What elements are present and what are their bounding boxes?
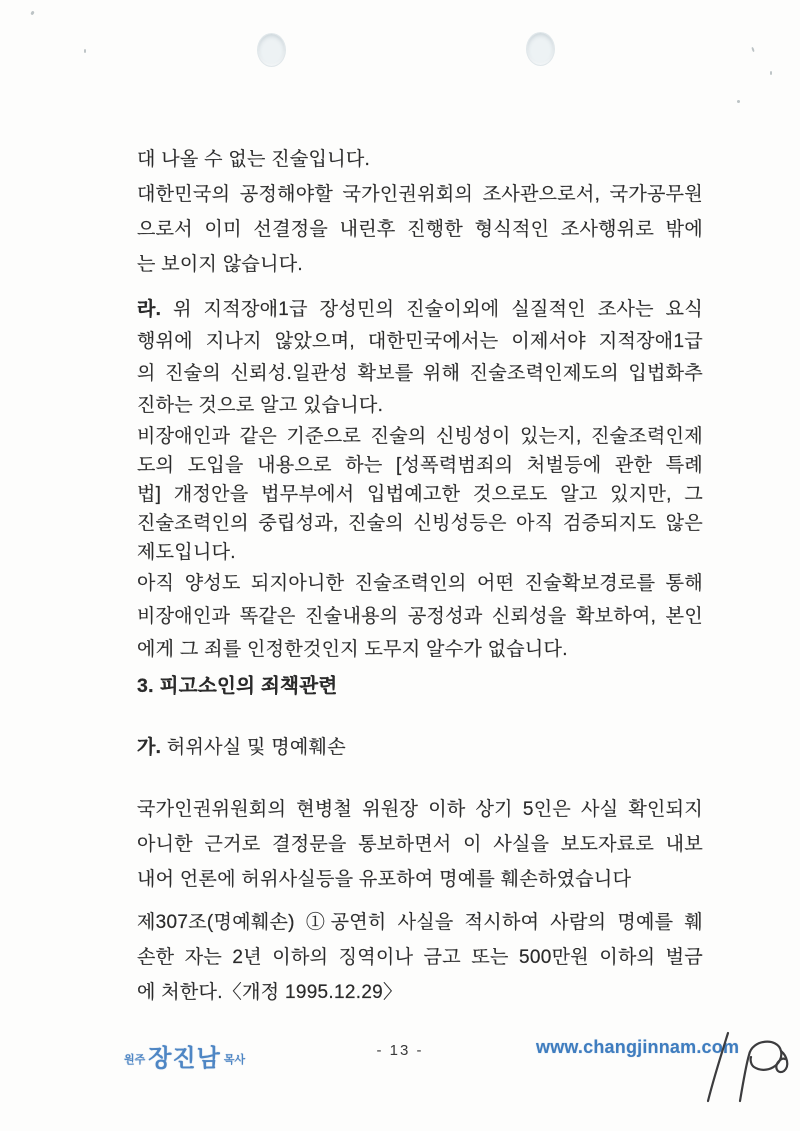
text-line: 대한민국의 공정해야할 국가인권위회의 조사관으로서, 국가공무원 <box>137 184 703 205</box>
text-line: 손한 자는 2년 이하의 징역이나 금고 또는 500만원 이하의 벌금 <box>137 947 703 968</box>
paragraph <box>137 792 703 897</box>
text-line: 으로서 이미 선결정을 내린후 진행한 형식적인 조사행위로 밖에 <box>137 219 703 240</box>
logo-prefix-text: 원주 <box>124 1054 146 1066</box>
scan-speck <box>737 100 740 103</box>
logo-suffix-text: 목사 <box>223 1054 246 1066</box>
page-number: - 13 - <box>376 1042 424 1059</box>
text-line: 진하는 것으로 알고 있습니다. <box>137 395 384 416</box>
punch-hole-icon <box>526 32 555 66</box>
text-line: 법] 개정안을 법무부에서 입법예고한 것으로도 알고 있지만, 그 <box>137 484 703 505</box>
text-line: 제307조(명예훼손) ①공연히 사실을 적시하여 사람의 명예를 훼 <box>137 912 703 933</box>
text-line: 진술조력인의 중립성과, 진술의 신빙성등은 아직 검증되지도 않은 <box>137 513 703 534</box>
footer-website-url: www.changjinnam.com <box>536 1037 740 1057</box>
text-line: 내어 언론에 허위사실등을 유포하여 명예를 훼손하였습니다 <box>137 869 632 890</box>
text-line: 에 처한다.〈개정 1995.12.29〉 <box>137 982 403 1003</box>
list-marker: 라. <box>137 299 162 320</box>
text-line: 는 보이지 않습니다. <box>137 254 303 275</box>
text-line: 아직 양성도 되지아니한 진술조력인의 어떤 진술확보경로를 통해 <box>137 573 703 594</box>
scan-speck <box>770 71 772 75</box>
text-line: 국가인권위원회의 현병철 위원장 이하 상기 5인은 사실 확인되지 <box>137 799 703 820</box>
logo-name-text: 장진남 <box>148 1045 221 1072</box>
text-line: 라. 위 지적장애1급 장성민의 진술이외에 실질적인 조사는 요식 <box>137 299 703 320</box>
list-marker: 가. <box>137 737 162 758</box>
handwritten-signature-icon <box>694 1025 794 1110</box>
text-line: 도의 도입을 내용으로 하는 [성폭력범죄의 처벌등에 관한 특례 <box>137 455 703 476</box>
text-line: 아니한 근거로 결정문을 통보하면서 이 사실을 보도자료로 내보 <box>137 834 703 855</box>
text-line: 의 진술의 신뢰성.일관성 확보를 위해 진술조력인제도의 입법화추 <box>137 363 703 384</box>
paragraph <box>137 736 703 760</box>
text-line: 3. 피고소인의 죄책관련 <box>137 675 338 697</box>
scan-speck <box>30 11 35 16</box>
scan-speck <box>751 47 755 52</box>
text-line: 비장애인과 같은 기준으로 진술의 신빙성이 있는지, 진술조력인제 <box>137 426 703 447</box>
document-body <box>137 142 703 1010</box>
scan-speck <box>84 49 86 53</box>
text-line: 제도입니다. <box>137 542 236 563</box>
paragraph <box>137 142 703 282</box>
paragraph <box>137 294 703 422</box>
paragraph <box>137 674 703 698</box>
text-line: 비장애인과 똑같은 진술내용의 공정성과 신뢰성을 확보하여, 본인 <box>137 606 703 627</box>
text-line: 행위에 지나지 않았으며, 대한민국에서는 이제서야 지적장애1급 <box>137 331 703 352</box>
paragraph <box>137 905 703 1010</box>
punch-hole-icon <box>257 33 286 67</box>
page-footer <box>0 1030 800 1110</box>
footer-logo <box>124 1038 245 1073</box>
paragraph <box>137 422 703 567</box>
paragraph <box>137 567 703 666</box>
text-line: 대 나올 수 없는 진술입니다. <box>137 149 371 170</box>
text-line: 가. 허위사실 및 명예훼손 <box>137 737 346 758</box>
text-line: 에게 그 죄를 인정한것인지 도무지 알수가 없습니다. <box>137 639 568 660</box>
